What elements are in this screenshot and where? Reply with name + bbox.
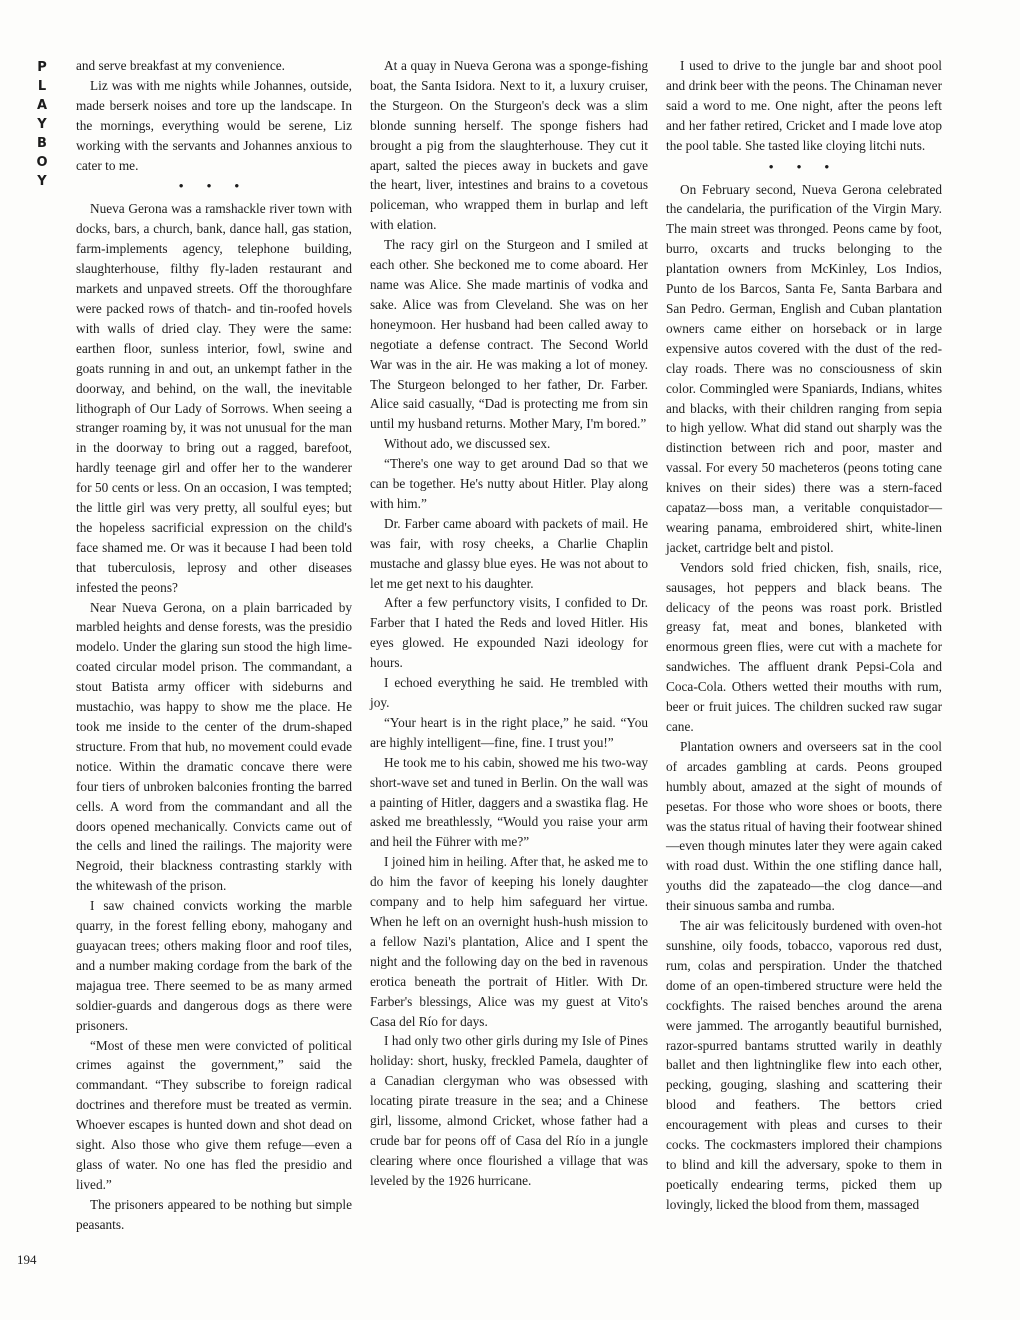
paragraph: “Most of these men were convicted of political crimes against the government,” said the commandant. “They subscribe to foreign radical doctrines and therefore must be treated as vermin. Whoever escapes is hunted down and shot dead on sight. Also those who give them refuge—even a glass of water. No one has fled the presidio and lived.”	[76, 1037, 352, 1192]
text-column-3	[666, 56, 942, 1215]
text-column-1	[76, 56, 352, 1235]
text-column-2	[370, 56, 648, 1191]
paragraph: At a quay in Nueva Gerona was a sponge-fishing boat, the Santa Isidora. Next to it, a luxury cruiser, the Sturgeon. On the Sturgeon's deck was a slim blonde sunning herself. The sponge fishers had brought a pig from the slaughterhouse. They cut it apart, salted the pieces away in buckets and gave the heart, liver, intestines and brains to a covetous policeman, who wrapped them in burlap and left with elation.	[370, 58, 648, 233]
masthead-letter: Y	[37, 174, 47, 189]
paragraph: and serve breakfast at my convenience.	[76, 58, 285, 73]
paragraph: On February second, Nueva Gerona celebrated the candelaria, the purification of the Virgin Mary. The main street was thronged. Peons came by foot, burro, oxcarts and trucks belonging to the plantation owners from McKinley, Los Indios, Punto de los Barcos, Santa Fe, Santa Barbara and San Pedro. German, English and Cuban plantation owners came either on horseback or in large expensive autos covered with the dust of the red-clay roads. There was no consciousness of skin color. Commingled were Spaniards, Indians, whites and blacks, with their children ranging from sepia to high yellow. What did stand out sharply was the distinction between rich and poor, master and vassal. For every 50 macheteros (peons toting cane knives on their sides) there was a stern-faced capataz—boss man, a veritable conquistador—wearing panama, embroidered shirt, white-linen jacket, cartridge belt and pistol.	[666, 181, 942, 555]
section-break: • • •	[768, 158, 840, 174]
masthead-letter: B	[37, 136, 47, 151]
paragraph: I echoed everything he said. He trembled with joy.	[370, 675, 648, 710]
paragraph: He took me to his cabin, showed me his two-way short-wave set and tuned in Berlin. On the wall was a painting of Hitler, daggers and a swastika flag. He asked me breathlessly, “Would you raise your arm and heil the Führer with me?”	[370, 754, 648, 850]
masthead-letter: A	[36, 98, 48, 113]
paragraph: “Your heart is in the right place,” he said. “You are highly intelligent—fine, fine. I trust you!”	[370, 714, 648, 750]
page-number: 194	[17, 1252, 37, 1267]
paragraph: I saw chained convicts working the marble quarry, in the forest felling ebony, mahogany and guayacan trees; others making floor and roof tiles, and a number making cordage from the bark of the majagua tree. There seemed to be as many armed soldier-guards and dangerous dogs as there were prisoners.	[76, 898, 352, 1033]
section-break: • • •	[178, 178, 250, 194]
paragraph: Nueva Gerona was a ramshackle river town with docks, bars, a church, bank, dance hall, gas station, farm-implements agency, telephone building, slaughterhouse, filthy fly-laden restaurant and markets and unpaved streets. Off the thoroughfare were packed rows of thatch- and tin-roofed hovels with walls of dried clay. They were the same: earthen floor, sunless interior, fowl, swine and goats running in and out, an unkempt father in the doorway, and behind, on the wall, the inevitable lithograph of Our Lady of Sorrows. When seeing a stranger roaming by, it was not unusual for the man in the doorway to bring out a ragged, barefoot, hardly teenage girl and offer her to the wanderer for 50 cents or less. On an occasion, I was tempted; the little girl was very pretty, all soulful eyes; but the hopeless sacrificial expression on the child's face shamed me. Or was it because I had been told that tuberculosis, leprosy and other diseases infested the peons?	[76, 201, 352, 595]
paragraph: The prisoners appeared to be nothing but simple peasants.	[76, 1196, 352, 1232]
paragraph: The air was felicitously burdened with oven-hot sunshine, oily foods, tobacco, vaporous red dust, rum, colas and perspiration. Under the thatched dome of an open-timbered structure were held the cockfights. The raised benches around the arena were jammed. The arrogantly beautiful burnished, razor-spurred bantams strutted warily in deathly ballet and then lightninglike flew into each other, pecking, gouging, slashing and scattering their blood and feathers. The bettors cried encouragement with pleas and curses to their cocks. The cockmasters implored their champions to blind and kill the adversary, spoke to them in poetically endearing terms, picked them up lovingly, licked the blood from them, massaged	[666, 918, 942, 1212]
paragraph: Vendors sold fried chicken, fish, snails, rice, sausages, hot peppers and black beans. The delicacy of the peons was roast pork. Bristled greasy fat, meat and bones, blanketed with enormous green flies, were cut with a machete for sandwiches. The affluent drank Pepsi-Cola and Coca-Cola. Others wetted their mouths with rum, beer or fruit juices. The children sucked raw sugar cane.	[666, 559, 942, 734]
masthead-vertical	[34, 58, 50, 191]
paragraph: I used to drive to the jungle bar and shoot pool and drink beer with the peons. The Chinaman never said a word to me. One night, after the peons left and her father retired, Cricket and I made love atop the pool table. She tasted like cloying litchi nuts.	[666, 58, 942, 153]
paragraph: Liz was with me nights while Johannes, outside, made berserk noises and tore up the landscape. In the mornings, everything would be serene, Liz working with the servants and Johannes anxious to cater to me.	[76, 77, 352, 173]
masthead-letter: Y	[37, 117, 47, 132]
paragraph: Without ado, we discussed sex.	[384, 436, 551, 452]
paragraph: Near Nueva Gerona, on a plain barricaded by marbled heights and dense forests, was the presidio modelo. Under the glaring sun stood the high lime-coated circular model prison. The commandant, a stout Batista army officer with sideburns and mustachio, was happy to show me the place. He took me inside to the center of the drum-shaped structure. From that hub, no movement could evade notice. Within the dramatic concave there were four tiers of unbroken balconies fronting the barred cells. A word from the commandant and all the doors opened mechanically. Convicts came out of the cells and lined the railings. The majority were Negroid, their blackness contrasting starkly with the whitewash of the prison.	[76, 599, 352, 894]
masthead-letter: O	[36, 155, 48, 170]
paragraph: I joined him in heiling. After that, he asked me to do him the favor of keeping his lonely daughter company and to help him safeguard her virtue. When he left on an overnight hush-hush mission to a fellow Nazi's plantation, Alice and I spent the night and the following day on the bed in ravenous erotica beneath the portrait of Hitler. With Dr. Farber's blessings, Alice was my guest at Vito's Casa del Río for days.	[370, 854, 648, 1029]
paragraph: After a few perfunctory visits, I confided to Dr. Farber that I hated the Reds and loved Hitler. His eyes glowed. He expounded Nazi ideology for hours.	[370, 595, 648, 671]
paragraph: Dr. Farber came aboard with packets of mail. He was fair, with rosy cheeks, a Charlie Chaplin mustache and glassy blue eyes. He was not about to let me get next to his daughter.	[370, 515, 648, 591]
masthead-letter: P	[37, 60, 47, 75]
paragraph: Plantation owners and overseers sat in the cool of arcades gambling at cards. Peons grouped humbly about, amazed at the sight of mounds of pesetas. For those who wore shoes or boots, there was the status ritual of having their footwear shined—even though minutes later they were again caked with road dust. Within the one stifling dance hall, youths did the zapateado—the clog dance—and their sinuous samba and rumba.	[666, 738, 942, 914]
paragraph: The racy girl on the Sturgeon and I smiled at each other. She beckoned me to come aboard. Her name was Alice. She made martinis of vodka and sake. Alice was from Cleveland. She was on her honeymoon. Her husband had been called away to negotiate a defense contract. The Second World War was in the air. He was making a lot of money. The Sturgeon belonged to her father, Dr. Farber. Alice said casually, “Dad is protecting me from sin until my husband returns. Mother Mary, I'm bored.”	[370, 237, 648, 432]
masthead-letter: L	[37, 79, 47, 94]
paragraph: I had only two other girls during my Isle of Pines holiday: short, husky, freckled Pamela, daughter of a Canadian clergyman who was obsessed with locating pirate treasure in the sea; and a Chinese girl, lissome, almond Cricket, whose father had a crude bar for peons off of Casa del Río in a jungle clearing where once flourished a village that was leveled by the 1926 hurricane.	[370, 1033, 648, 1188]
paragraph: “There's one way to get around Dad so that we can be together. He's nutty about Hitler. Play along with him.”	[370, 456, 648, 511]
